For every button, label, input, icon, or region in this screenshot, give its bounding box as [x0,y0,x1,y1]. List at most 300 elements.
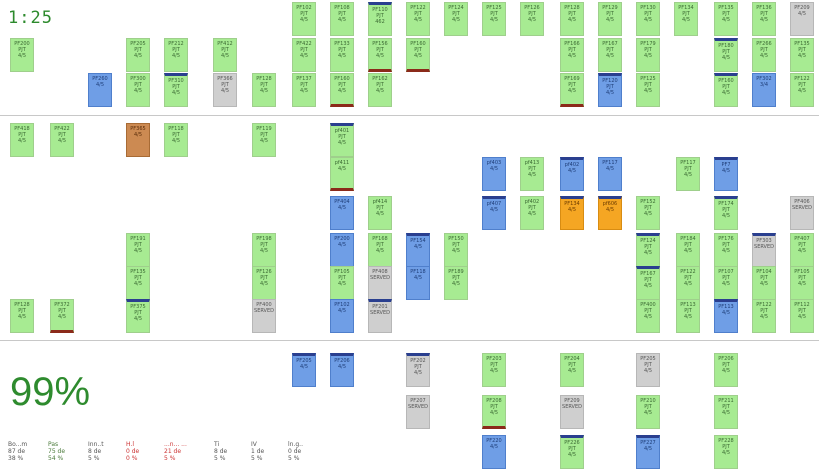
tile-text-l3: 4/5 [683,248,693,254]
tile-text-l1: PF198 [256,236,272,242]
tile-text-l1: PF107 [718,269,734,275]
status-tile[interactable] [560,73,584,107]
status-tile[interactable] [292,353,316,387]
tile-text-l2: PJT [644,205,652,211]
tile-text-l2: 4/5 [643,446,653,452]
tile-text-l2: 4/5 [797,11,807,17]
tile-text-l1: PF112 [794,302,810,308]
status-tile[interactable] [714,435,738,469]
tile-text-l2: PJT [644,11,652,17]
status-tile[interactable] [88,73,112,107]
tile-text-l2: PJT [760,275,768,281]
tile-text-l1: pf401 [334,128,350,134]
tile-text-l3: 4/5 [299,88,309,94]
status-tile[interactable] [714,38,738,72]
tile-text-l2: 4/5 [489,444,499,450]
tile-text-l2: PJT [760,308,768,314]
tile-text-l1: PF128 [14,302,30,308]
status-tile[interactable] [560,435,584,469]
status-tile[interactable] [10,299,34,333]
status-tile[interactable] [676,233,700,267]
tile-text-l3: 4/5 [797,248,807,254]
status-tile[interactable] [126,266,150,300]
tile-text-l2: PJT [18,132,26,138]
status-tile[interactable] [252,233,276,267]
tile-text-l3: 4/5 [567,17,577,23]
status-tile[interactable] [252,73,276,107]
status-tile[interactable] [444,2,468,36]
status-tile[interactable] [213,73,237,107]
status-tile[interactable] [406,38,430,72]
stat-label: Inn..t [88,441,104,448]
status-tile[interactable] [676,299,700,333]
tile-text-l3: 4/5 [759,17,769,23]
tile-text-l3: 4/5 [721,55,731,61]
tile-text-l2: PJT [338,82,346,88]
tile-text-l3: 4/5 [643,250,653,256]
tile-text-l2: PJT [452,275,460,281]
tile-text-l1: PF7 [721,162,731,168]
tile-text-l1: PF200 [334,236,350,242]
status-tile[interactable] [164,123,188,157]
tile-text-l3: 4/5 [643,88,653,94]
tile-text-l1: PF134 [678,5,694,11]
tile-text-l3: 4/5 [375,248,385,254]
status-tile[interactable] [292,38,316,72]
tile-text-l3: 4/5 [451,281,461,287]
status-tile[interactable] [126,233,150,267]
tile-text-l1: PF205 [130,41,146,47]
tile-text-l1: PF408 [372,269,388,275]
tile-text-l2: PJT [760,11,768,17]
status-tile[interactable] [126,73,150,107]
status-tile[interactable] [636,38,660,72]
tile-text-l1: PF108 [334,5,350,11]
tile-text-l2: PJT [684,242,692,248]
status-tile[interactable] [636,395,660,429]
tile-text-l1: PF266 [756,41,772,47]
tile-text-l3: 4/5 [721,17,731,23]
tile-text-l2: PJT [134,242,142,248]
status-tile[interactable] [330,233,354,267]
tile-text-l2: PJT [18,308,26,314]
tile-text-l1: PF102 [334,302,350,308]
status-tile[interactable] [560,395,584,429]
status-tile[interactable] [330,73,354,107]
tile-text-l3: 4/5 [259,248,269,254]
status-tile[interactable] [213,38,237,72]
stat-1 [48,441,92,462]
tile-text-l3: 4/5 [567,88,577,94]
status-tile[interactable] [126,299,150,333]
tile-text-l1: PF160 [410,41,426,47]
status-tile[interactable] [752,38,776,72]
tile-text-l2: 4/5 [567,168,577,174]
stat-label: H.l [126,441,134,448]
tile-text-l3: 4/5 [57,138,67,144]
tile-text-l3: 4/5 [171,90,181,96]
status-tile[interactable] [636,2,660,36]
status-tile[interactable] [560,2,584,36]
tile-text-l3: 4/5 [721,213,731,219]
tile-text-l1: PF366 [217,76,233,82]
tile-text-l2: 4/5 [605,166,615,172]
status-tile[interactable] [714,73,738,107]
status-tile[interactable] [752,299,776,333]
tile-text-l3: 4/5 [527,211,537,217]
status-tile[interactable] [252,299,276,333]
tile-text-l2: PJT [644,404,652,410]
tile-text-l2: PJT [172,47,180,53]
status-tile[interactable] [406,353,430,387]
tile-text-l2: PJT [798,242,806,248]
status-tile[interactable] [752,266,776,300]
tile-text-l1: PF135 [130,269,146,275]
tile-text-l2: PJT [221,47,229,53]
tile-text-l1: PF118 [410,269,426,275]
tile-text-l3: 4/5 [451,248,461,254]
status-tile[interactable] [714,266,738,300]
tile-text-l1: PF134 [564,201,580,207]
tile-text-l2: PJT [722,444,730,450]
tile-text-l2: PJT [722,11,730,17]
tile-text-l1: PF226 [564,440,580,446]
status-tile[interactable] [714,353,738,387]
status-tile[interactable] [752,2,776,36]
status-tile[interactable] [444,266,468,300]
tile-text-l1: PF422 [54,126,70,132]
status-tile[interactable] [368,2,392,36]
tile-text-l2: PJT [722,49,730,55]
tile-text-l1: PF169 [564,76,580,82]
status-tile[interactable] [636,196,660,230]
tile-text-l1: PF176 [718,236,734,242]
tile-text-l2: PJT [172,132,180,138]
tile-text-l1: PF210 [640,398,656,404]
tile-text-l1: PF122 [680,269,696,275]
status-tile[interactable] [714,2,738,36]
tile-text-l2: PJT [376,205,384,211]
tile-text-l2: PJT [644,277,652,283]
tile-text-l2: 4/5 [337,242,347,248]
tile-text-l3: 4/5 [643,283,653,289]
tile-text-l2: PJT [376,82,384,88]
status-tile[interactable] [406,2,430,36]
status-tile[interactable] [790,266,814,300]
status-tile[interactable] [790,233,814,267]
tile-text-l2: SERVED [792,205,812,211]
status-tile[interactable] [790,73,814,107]
status-tile[interactable] [636,266,660,300]
tile-text-l1: PF189 [448,269,464,275]
status-tile[interactable] [164,38,188,72]
tile-text-l1: pf606 [602,201,618,207]
tile-text-l2: 4/5 [337,308,347,314]
status-tile[interactable] [406,233,430,267]
tile-text-l1: PF167 [640,271,656,277]
tile-text-l3: 4/5 [259,138,269,144]
tile-text-l1: PF168 [372,236,388,242]
tile-text-l1: PF128 [564,5,580,11]
status-tile[interactable] [10,123,34,157]
status-tile[interactable] [330,299,354,333]
status-tile[interactable] [10,38,34,72]
status-tile[interactable] [164,73,188,107]
tile-text-l1: pf402 [524,199,540,205]
tile-text-l2: PJT [338,47,346,53]
tile-text-l1: PF135 [718,5,734,11]
tile-text-l2: PJT [644,47,652,53]
status-tile[interactable] [636,73,660,107]
tile-text-l2: 4/5 [605,207,615,213]
tile-text-l2: 4/5 [413,244,423,250]
tile-text-l2: PJT [221,82,229,88]
stat-pct: 5 % [251,455,263,462]
status-tile[interactable] [714,395,738,429]
status-tile[interactable] [368,196,392,230]
status-tile[interactable] [368,73,392,107]
tile-text-l3: 4/5 [567,368,577,374]
tile-text-l2: PJT [414,47,422,53]
tile-text-l2: PJT [684,275,692,281]
tile-text-l2: PJT [134,275,142,281]
status-tile[interactable] [598,38,622,72]
tile-text-l3: 4/5 [797,314,807,320]
status-tile[interactable] [714,233,738,267]
status-tile[interactable] [482,196,506,230]
tile-text-l1: PF220 [486,438,502,444]
tile-text-l1: PF407 [794,236,810,242]
tile-text-l1: PF404 [334,199,350,205]
tile-text-l1: PF133 [334,41,350,47]
tile-text-l3: 4/5 [527,17,537,23]
status-tile[interactable] [252,266,276,300]
tile-text-l1: PF179 [640,41,656,47]
status-tile[interactable] [368,299,392,333]
status-tile[interactable] [330,266,354,300]
status-tile[interactable] [482,2,506,36]
tile-text-l3: 4/5 [133,53,143,59]
status-tile[interactable] [50,123,74,157]
status-tile[interactable] [598,157,622,191]
tile-text-l1: PF117 [602,160,618,166]
tile-text-l1: PF206 [718,356,734,362]
status-tile[interactable] [482,435,506,469]
status-tile[interactable] [330,2,354,36]
tile-text-l2: PJT [414,11,422,17]
status-tile[interactable] [50,299,74,333]
tile-text-l3: 4/5 [220,53,230,59]
tile-text-l2: SERVED [408,404,428,410]
tile-text-l1: PF135 [794,41,810,47]
status-tile[interactable] [520,196,544,230]
tile-text-l2: 4/5 [489,207,499,213]
tile-text-l1: PF208 [486,398,502,404]
status-tile[interactable] [790,196,814,230]
status-tile[interactable] [126,123,150,157]
tile-text-l3: 4/5 [567,53,577,59]
tile-text-l2: PJT [798,47,806,53]
status-tile[interactable] [676,157,700,191]
status-tile[interactable] [714,196,738,230]
tile-text-l2: 4/5 [337,205,347,211]
stat-label: ...n... ... [164,441,187,448]
status-tile[interactable] [406,266,430,300]
tile-text-l3: 4/5 [133,88,143,94]
tile-text-l2: PJT [452,11,460,17]
status-tile[interactable] [368,233,392,267]
status-tile[interactable] [598,73,622,107]
status-tile[interactable] [560,38,584,72]
tile-text-l2: PJT [338,134,346,140]
tile-text-l1: PF180 [718,43,734,49]
status-tile[interactable] [520,2,544,36]
status-tile[interactable] [560,353,584,387]
tile-text-l2: PJT [798,275,806,281]
status-tile[interactable] [714,299,738,333]
tile-text-l3: 4/5 [299,17,309,23]
status-tile[interactable] [752,73,776,107]
tile-text-l3: 4/5 [489,368,499,374]
tile-text-l1: PF203 [486,356,502,362]
tile-text-l1: PF113 [680,302,696,308]
tile-text-l2: PJT [682,11,690,17]
status-tile[interactable] [560,196,584,230]
tile-text-l1: PF162 [372,76,388,82]
tile-text-l3: 4/5 [17,53,27,59]
tile-text-l1: PF122 [756,302,772,308]
tile-text-l1: PF209 [794,5,810,11]
tile-text-l1: PF137 [296,76,312,82]
tile-text-l1: PF205 [296,358,312,364]
tile-text-l1: PF167 [602,41,618,47]
status-tile[interactable] [330,123,354,157]
tile-text-l1: PF130 [640,5,656,11]
tile-text-l3: 462 [375,19,385,25]
tile-text-l3: 4/5 [683,314,693,320]
tile-text-l3: 4/5 [337,281,347,287]
tile-text-l2: PJT [490,404,498,410]
status-tile[interactable] [330,157,354,191]
tile-text-l2: PJT [260,132,268,138]
tile-text-l3: 4/5 [683,281,693,287]
status-tile[interactable] [330,38,354,72]
status-tile[interactable] [676,266,700,300]
tile-text-l1: PF156 [372,41,388,47]
status-tile[interactable] [520,157,544,191]
tile-text-l1: PF125 [640,76,656,82]
stat-7 [288,441,332,462]
status-tile[interactable] [482,353,506,387]
status-tile[interactable] [368,266,392,300]
tile-text-l2: PJT [644,244,652,250]
tile-text-l3: 4/5 [489,17,499,23]
tile-text-l1: PF160 [334,76,350,82]
status-tile[interactable] [790,2,814,36]
status-tile[interactable] [636,299,660,333]
tile-text-l2: PJT [606,84,614,90]
stat-label: IV [251,441,257,448]
status-tile[interactable] [674,2,698,36]
tile-text-l3: 4/5 [299,53,309,59]
tile-text-l3: 4/5 [605,53,615,59]
status-tile[interactable] [598,196,622,230]
status-tile[interactable] [714,157,738,191]
tile-text-l3: 4/5 [759,281,769,287]
tile-text-l2: PJT [528,205,536,211]
tile-text-l1: PF150 [448,236,464,242]
status-tile[interactable] [598,2,622,36]
tile-text-l2: SERVED [562,404,582,410]
tile-text-l2: 4/5 [95,82,105,88]
tile-text-l1: PF124 [448,5,464,11]
tile-text-l1: PF422 [296,41,312,47]
tile-text-l2: PJT [376,47,384,53]
status-tile[interactable] [790,38,814,72]
status-tile[interactable] [330,353,354,387]
status-tile[interactable] [126,38,150,72]
status-tile[interactable] [292,73,316,107]
stat-pct: 38 % [8,455,24,462]
status-tile[interactable] [252,123,276,157]
tile-text-l1: pf402 [564,162,580,168]
status-tile[interactable] [368,38,392,72]
tile-text-l2: PJT [58,308,66,314]
tile-text-l3: 4/5 [413,53,423,59]
tile-text-l2: PJT [606,11,614,17]
status-tile[interactable] [482,157,506,191]
tile-text-l2: SERVED [754,244,774,250]
tile-text-l1: PF201 [372,304,388,310]
stat-count: 0 de [288,448,302,455]
tile-text-l1: PF209 [564,398,580,404]
tile-text-l1: PF120 [602,78,618,84]
status-tile[interactable] [636,233,660,267]
tile-text-l3: 4/5 [759,314,769,320]
tile-text-l1: PF202 [410,358,426,364]
stat-count: 75 de [48,448,66,455]
tile-text-l3: 4/5 [489,410,499,416]
status-tile[interactable] [444,233,468,267]
tile-text-l3: 4/5 [17,314,27,320]
tile-text-l2: PJT [134,47,142,53]
status-tile[interactable] [560,157,584,191]
tile-text-l1: PF122 [410,5,426,11]
tile-text-l2: PJT [490,362,498,368]
status-tile[interactable] [406,395,430,429]
stat-label: Ti [214,441,220,448]
tile-text-l1: PF400 [256,302,272,308]
status-tile[interactable] [790,299,814,333]
status-tile[interactable] [636,435,660,469]
tile-text-l1: PF110 [372,7,388,13]
tile-text-l2: 4/5 [133,132,143,138]
tile-text-l2: PJT [452,242,460,248]
tile-text-l3: 4/5 [643,410,653,416]
tile-text-l1: PF200 [14,41,30,47]
tile-text-l1: PF227 [640,440,656,446]
tile-text-l3: 4/5 [721,281,731,287]
tile-text-l1: PF160 [718,78,734,84]
status-tile[interactable] [330,196,354,230]
tile-text-l3: 4/5 [337,17,347,23]
tile-text-l3: 4/5 [375,88,385,94]
status-tile[interactable] [292,2,316,36]
status-tile[interactable] [636,353,660,387]
status-tile[interactable] [752,233,776,267]
status-tile[interactable] [482,395,506,429]
tile-text-l1: PF310 [168,78,184,84]
